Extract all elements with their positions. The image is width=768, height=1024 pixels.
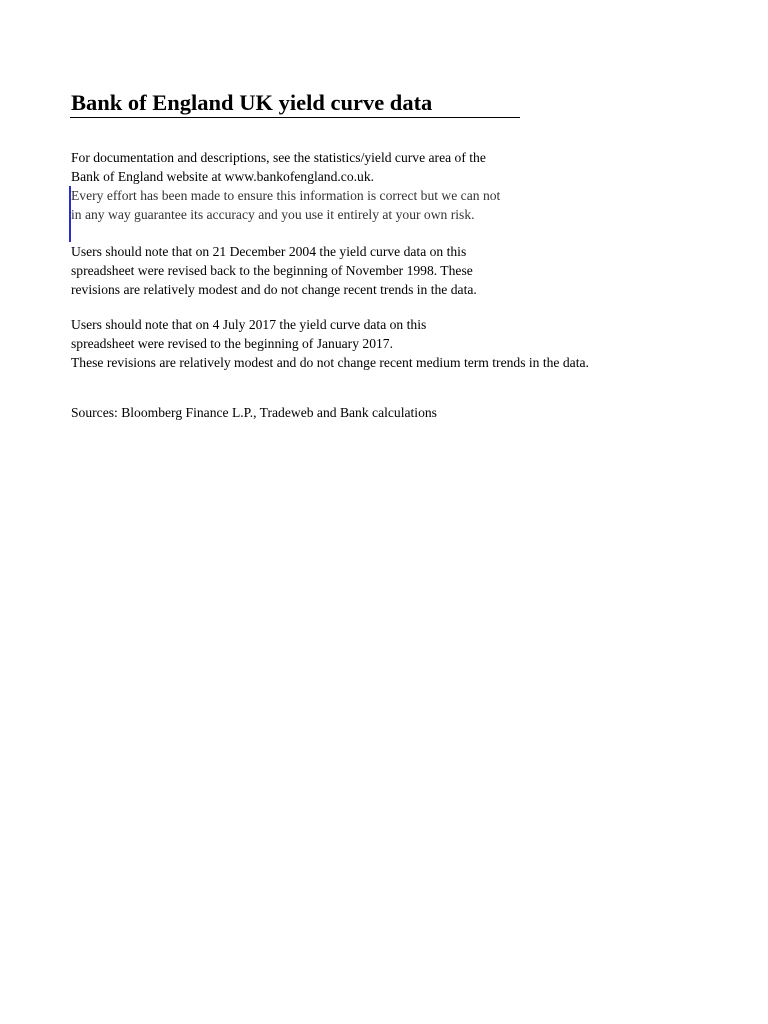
title-underline <box>70 117 520 118</box>
revision-2004-line: Users should note that on 21 December 2004 the yield curve data on this <box>71 244 467 259</box>
disclaimer-paragraph <box>71 186 500 224</box>
intro-line: For documentation and descriptions, see the statistics/yield curve area of the <box>71 150 486 165</box>
intro-line: Bank of England website at www.bankofengland.co.uk. <box>71 169 375 184</box>
sources-paragraph <box>71 403 437 422</box>
revision-2004-line: revisions are relatively modest and do not change recent trends in the data. <box>71 282 477 297</box>
revision-2004-line: spreadsheet were revised back to the beginning of November 1998. These <box>71 263 473 278</box>
revision-2017-line: These revisions are relatively modest and do not change recent medium term trends in the data. <box>71 355 589 370</box>
disclaimer-line: in any way guarantee its accuracy and you use it entirely at your own risk. <box>71 207 475 222</box>
disclaimer-line: Every effort has been made to ensure this information is correct but we can not <box>71 188 501 203</box>
revision-2017-line: Users should note that on 4 July 2017 the yield curve data on this <box>71 317 427 332</box>
revision-2004-paragraph <box>71 242 477 299</box>
revision-2017-paragraph <box>71 315 589 372</box>
page-title: Bank of England UK yield curve data <box>71 90 433 115</box>
intro-paragraph <box>71 148 486 186</box>
sources-line: Sources: Bloomberg Finance L.P., Tradeweb and Bank calculations <box>71 405 437 420</box>
revision-2017-line: spreadsheet were revised to the beginning of January 2017. <box>71 336 393 351</box>
